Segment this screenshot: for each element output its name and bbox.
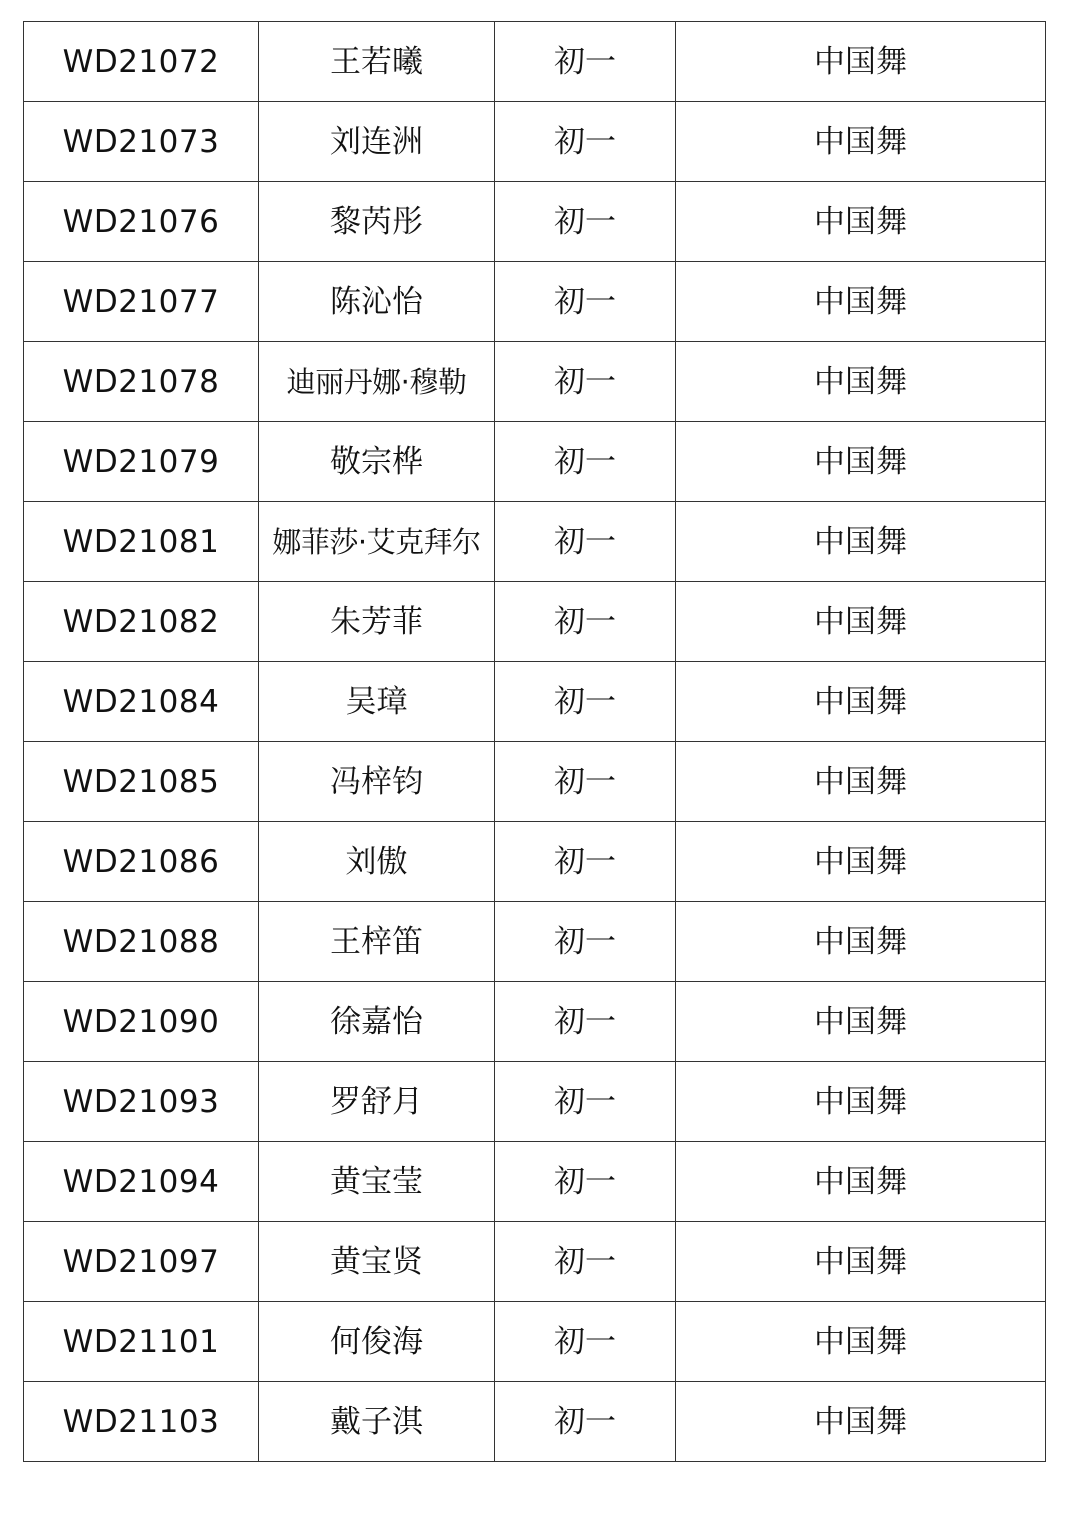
grade-cell: 初一 xyxy=(495,822,676,902)
student-name-cell: 冯梓钧 xyxy=(259,742,495,822)
dance-category-cell: 中国舞 xyxy=(676,422,1046,502)
dance-category-cell: 中国舞 xyxy=(676,102,1046,182)
student-name-cell: 刘连洲 xyxy=(259,102,495,182)
table-row xyxy=(24,1142,1046,1222)
student-name-cell: 徐嘉怡 xyxy=(259,982,495,1062)
grade-cell: 初一 xyxy=(495,422,676,502)
dance-category-cell: 中国舞 xyxy=(676,1142,1046,1222)
roster-body xyxy=(24,22,1046,1462)
student-name-cell: 何俊海 xyxy=(259,1302,495,1382)
grade-cell: 初一 xyxy=(495,1222,676,1302)
grade-cell: 初一 xyxy=(495,902,676,982)
table-row xyxy=(24,502,1046,582)
student-id-cell: WD21101 xyxy=(24,1302,259,1382)
student-name-cell: 黄宝莹 xyxy=(259,1142,495,1222)
dance-category-cell: 中国舞 xyxy=(676,742,1046,822)
table-row xyxy=(24,422,1046,502)
dance-category-cell: 中国舞 xyxy=(676,1382,1046,1462)
student-name-cell: 罗舒月 xyxy=(259,1062,495,1142)
student-id-cell: WD21082 xyxy=(24,582,259,662)
table-row xyxy=(24,262,1046,342)
student-name-cell: 陈沁怡 xyxy=(259,262,495,342)
dance-category-cell: 中国舞 xyxy=(676,662,1046,742)
grade-cell: 初一 xyxy=(495,22,676,102)
student-id-cell: WD21081 xyxy=(24,502,259,582)
dance-category-cell: 中国舞 xyxy=(676,22,1046,102)
student-id-cell: WD21085 xyxy=(24,742,259,822)
student-id-cell: WD21084 xyxy=(24,662,259,742)
student-id-cell: WD21079 xyxy=(24,422,259,502)
student-name-cell: 黄宝贤 xyxy=(259,1222,495,1302)
grade-cell: 初一 xyxy=(495,582,676,662)
student-id-cell: WD21090 xyxy=(24,982,259,1062)
student-id-cell: WD21093 xyxy=(24,1062,259,1142)
grade-cell: 初一 xyxy=(495,1302,676,1382)
grade-cell: 初一 xyxy=(495,102,676,182)
dance-category-cell: 中国舞 xyxy=(676,262,1046,342)
dance-category-cell: 中国舞 xyxy=(676,822,1046,902)
student-name-cell: 王梓笛 xyxy=(259,902,495,982)
table-row xyxy=(24,742,1046,822)
grade-cell: 初一 xyxy=(495,182,676,262)
grade-cell: 初一 xyxy=(495,502,676,582)
student-id-cell: WD21086 xyxy=(24,822,259,902)
table-row xyxy=(24,902,1046,982)
student-roster-sheet xyxy=(23,21,1045,1462)
table-row xyxy=(24,1222,1046,1302)
table-row xyxy=(24,662,1046,742)
table-row xyxy=(24,822,1046,902)
dance-category-cell: 中国舞 xyxy=(676,1222,1046,1302)
dance-category-cell: 中国舞 xyxy=(676,1302,1046,1382)
student-id-cell: WD21103 xyxy=(24,1382,259,1462)
student-name-cell: 黎芮彤 xyxy=(259,182,495,262)
grade-cell: 初一 xyxy=(495,662,676,742)
student-id-cell: WD21077 xyxy=(24,262,259,342)
grade-cell: 初一 xyxy=(495,982,676,1062)
grade-cell: 初一 xyxy=(495,1142,676,1222)
grade-cell: 初一 xyxy=(495,1062,676,1142)
grade-cell: 初一 xyxy=(495,262,676,342)
student-name-cell: 迪丽丹娜·穆勒 xyxy=(259,342,495,422)
student-name-cell: 刘傲 xyxy=(259,822,495,902)
student-id-cell: WD21078 xyxy=(24,342,259,422)
grade-cell: 初一 xyxy=(495,342,676,422)
student-id-cell: WD21097 xyxy=(24,1222,259,1302)
dance-category-cell: 中国舞 xyxy=(676,1062,1046,1142)
table-row xyxy=(24,1382,1046,1462)
table-row xyxy=(24,582,1046,662)
student-name-cell: 王若曦 xyxy=(259,22,495,102)
grade-cell: 初一 xyxy=(495,1382,676,1462)
student-id-cell: WD21088 xyxy=(24,902,259,982)
student-name-cell: 朱芳菲 xyxy=(259,582,495,662)
student-name-cell: 娜菲莎·艾克拜尔 xyxy=(259,502,495,582)
table-row xyxy=(24,1062,1046,1142)
dance-category-cell: 中国舞 xyxy=(676,182,1046,262)
table-row xyxy=(24,22,1046,102)
student-roster-table xyxy=(23,21,1046,1462)
dance-category-cell: 中国舞 xyxy=(676,582,1046,662)
dance-category-cell: 中国舞 xyxy=(676,982,1046,1062)
student-name-cell: 吴璋 xyxy=(259,662,495,742)
student-name-cell: 敬宗桦 xyxy=(259,422,495,502)
dance-category-cell: 中国舞 xyxy=(676,502,1046,582)
table-row xyxy=(24,342,1046,422)
dance-category-cell: 中国舞 xyxy=(676,342,1046,422)
table-row xyxy=(24,982,1046,1062)
student-id-cell: WD21076 xyxy=(24,182,259,262)
dance-category-cell: 中国舞 xyxy=(676,902,1046,982)
table-row xyxy=(24,182,1046,262)
grade-cell: 初一 xyxy=(495,742,676,822)
student-id-cell: WD21094 xyxy=(24,1142,259,1222)
student-name-cell: 戴子淇 xyxy=(259,1382,495,1462)
table-row xyxy=(24,1302,1046,1382)
table-row xyxy=(24,102,1046,182)
student-id-cell: WD21072 xyxy=(24,22,259,102)
student-id-cell: WD21073 xyxy=(24,102,259,182)
